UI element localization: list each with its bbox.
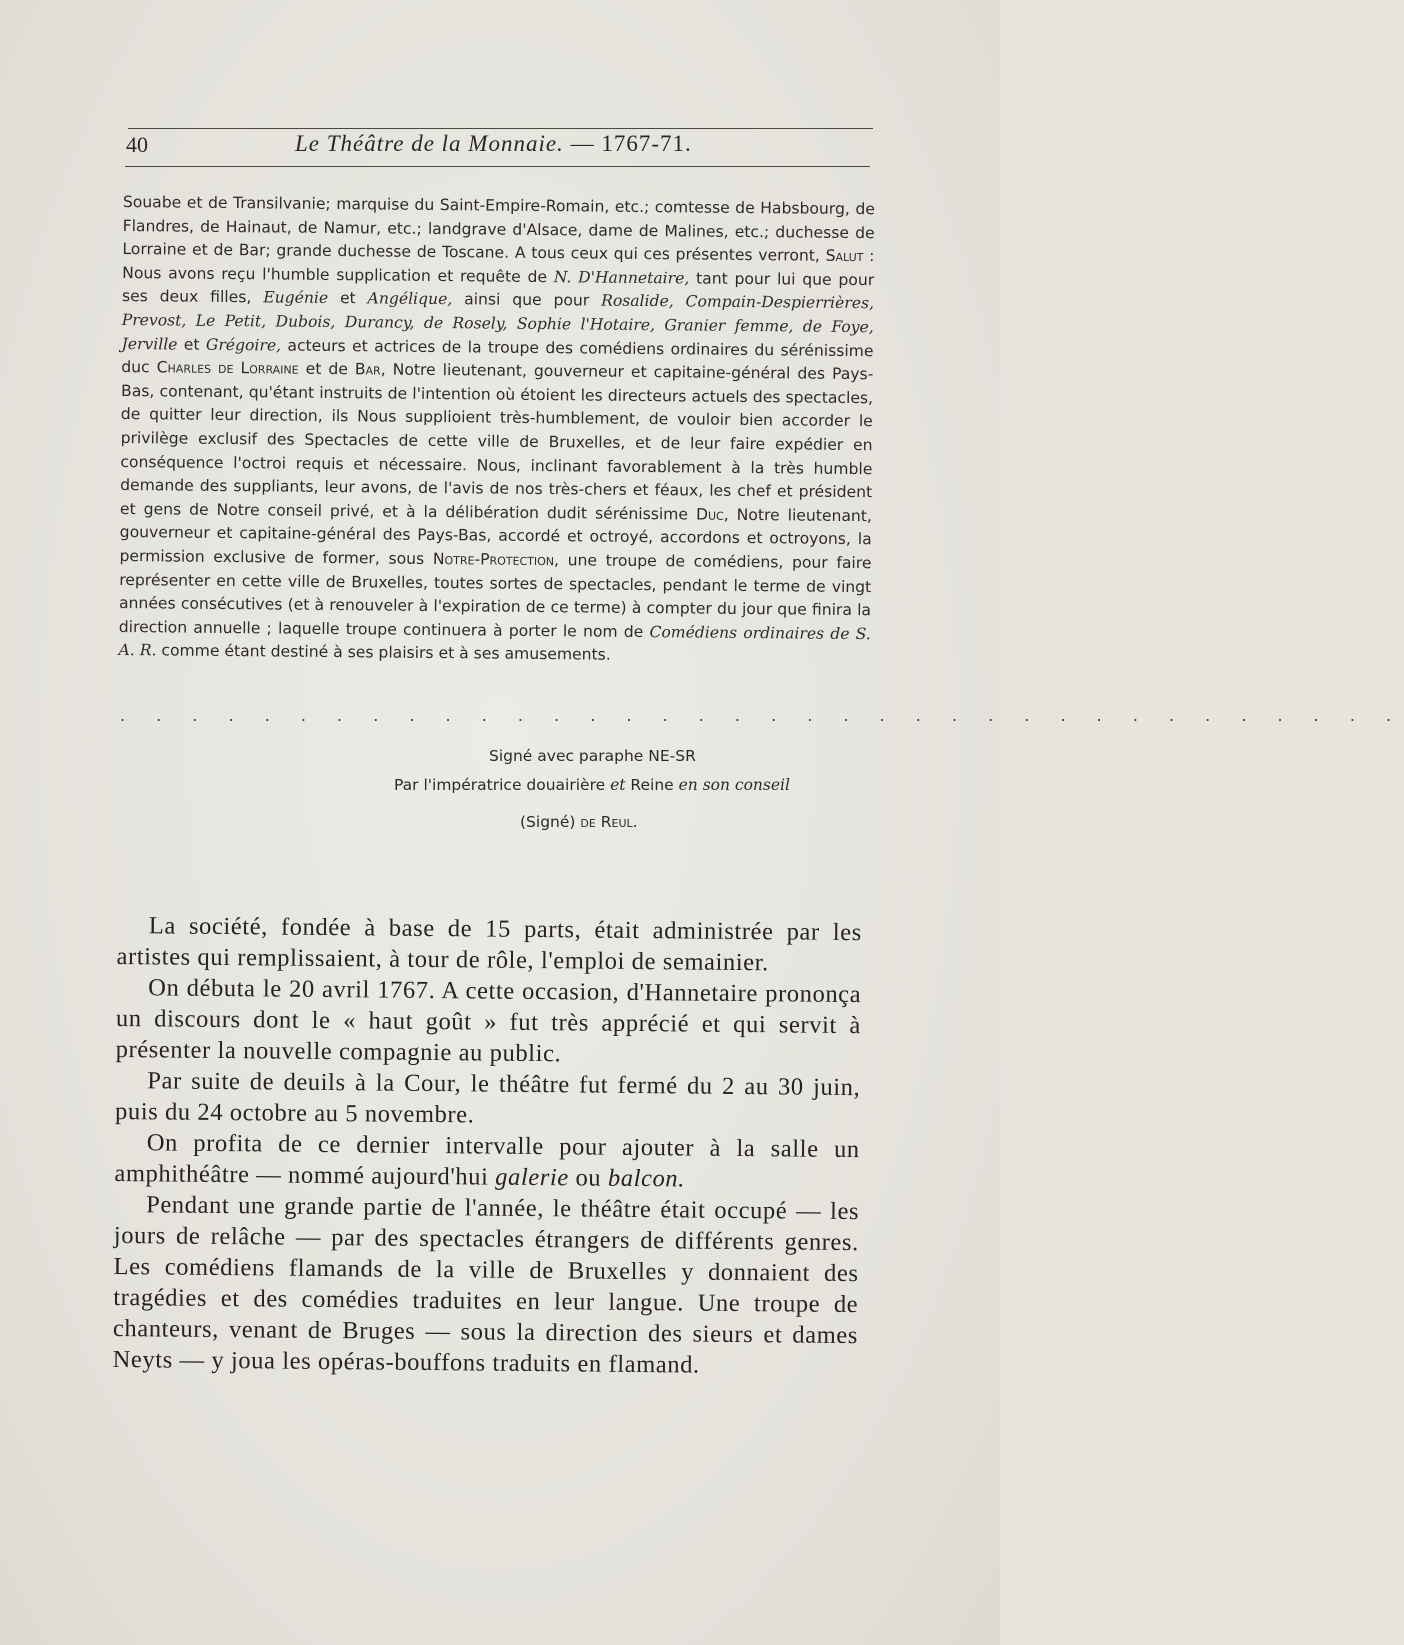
header-rule-top [128,128,873,129]
body-text [113,910,862,1382]
paragraph-2: On débuta le 20 avril 1767. A cette occasion, d'Hannetaire prononça un discours dont le « haut goût » fut très apprécié et qui servit à présenter la nouvelle compagnie au public. [115,974,862,1068]
running-head [295,131,692,157]
signature-line-1: Signé avec paraphe NE-SR [489,747,696,765]
running-head-dash: — [570,131,595,156]
paragraph-3: Par suite de deuils à la Cour, le théâtre fut fermé du 2 au 30 juin, puis du 24 octobre au 5 novembre. [114,1067,861,1129]
decree-text: Souabe et de Transilvanie; marquise du Saint-Empire-Romain, etc.; comtesse de Habsbourg, de Flandres, de Hainaut, de Namur, etc.; landgrave d'Alsace, dame de Malines, etc.; duchesse de Lorraine et de Bar; grande duchesse de Toscane. A tous ceux qui ces présentes verront, Salut : Nous avons reçu l'humble supplication et requête de N. D'Hannetaire, tant pour lui que pour ses deux filles, Eugénie et Angélique, ainsi que pour Rosalide, Compain-Despierrières, Prevost, Le Petit, Dubois, Durancy, de Rosely, Sophie l'Hotaire, Granier femme, de Foye, Jerville et Grégoire, acteurs et actrices de la troupe des comédiens ordinaires du sérénissime duc Charles de Lorraine et de Bar, Notre lieutenant, gouverneur et capitaine-général des Pays-Bas, contenant, qu'étant instruits de l'intention où étoient les directeurs actuels des spectacles, de quitter leur direction, ils Nous supplioient très-humblement, de vouloir bien accorder le privilège exclusif des Spectacles de cette ville de Bruxelles, et de leur faire expédier en conséquence l'octroi requis et nécessaire. Nous, inclinant favorablement à la très humble demande des suppliants, leur avons, de l'avis de nos très-chers et féaux, les chef et président et gens de Notre conseil privé, et à la délibération dudit sérénissime Duc, Notre lieutenant, gouverneur et capitaine-général des Pays-Bas, accordé et octroyé, accordons et octroyons, la permission exclusive de former, sous Notre-Protection, une troupe de comédiens, pour faire représenter en cette ville de Bruxelles, toutes sortes de spectacles, pendant le terme de vingt années consécutives (et à renouveler à l'expiration de ce terme) à compter du jour que finira la direction annuelle ; laquelle troupe continuera à porter le nom de Comédiens ordinaires de S. A. R. comme étant destiné à ses plaisirs et à ses amusements. [118,192,875,664]
page-number: 40 [126,132,148,157]
signature-line-2: Par l'impératrice douairière et Reine en son conseil [394,776,790,794]
running-head-title: Le Théâtre de la Monnaie. [295,131,564,156]
paragraph-4: On profita de ce dernier intervalle pour ajouter à la salle un amphithéâtre — nommé aujourd'hui galerie ou balcon. [114,1129,860,1193]
running-head-years: 1767-71. [601,131,692,156]
ellipsis-row: . . . . . . . . . . . . . . . . . . . . . . . . . . . . . . . . . . . . [120,706,1404,725]
paragraph-5: Pendant une grande partie de l'année, le théâtre était occupé — les jours de relâche — par des spectacles étrangers de différents genres. Les comédiens flamands de la ville de Bruxelles y donnaient des tragédies et des comédies traduites en leur langue. Une troupe de chanteurs, venant de Bruges — sous la direction des sieurs et dames Neyts — y joua les opéras-bouffons traduits en flamand. [112,1191,860,1379]
paragraph-1: La société, fondée à base de 15 parts, était administrée par les artistes qui remplissaient, à tour de rôle, l'emploi de semainier. [116,912,862,977]
header-rule-bottom [125,166,870,167]
signature-line-3: (Signé) de Reul. [520,813,638,831]
